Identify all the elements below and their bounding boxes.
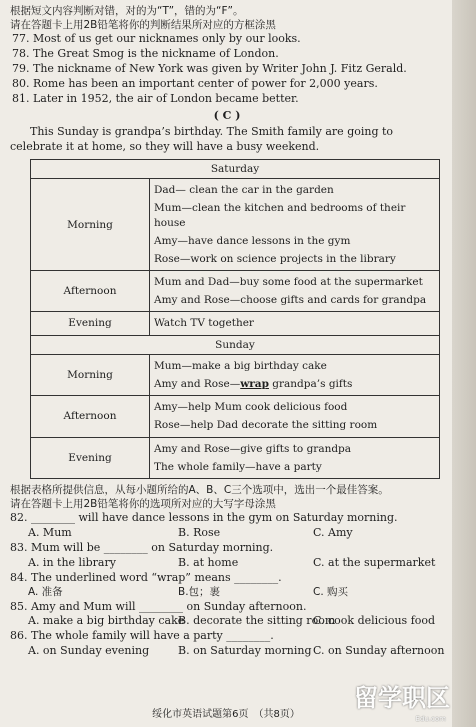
question-86 xyxy=(10,629,444,659)
question-stem: 86. The whole family will have a party ________. xyxy=(10,629,274,643)
question-options xyxy=(10,556,444,571)
option-c: C. cook delicious food xyxy=(313,614,436,628)
question-82 xyxy=(10,511,444,541)
activity: Dad— clean the car in the garden xyxy=(154,184,334,197)
page-footer: 绥化市英语试题第6页 （共8页） xyxy=(152,708,300,720)
adjacent-page-edge xyxy=(452,0,476,727)
option-c: C. at the supermarket xyxy=(313,555,436,569)
question-83 xyxy=(10,541,444,571)
question-84 xyxy=(10,571,444,600)
question-stem: 85. Amy and Mum will ________ on Sunday afternoon. xyxy=(10,599,307,613)
statement-78: 78. The Great Smog is the nickname of London. xyxy=(12,47,279,61)
statement-81: 81. Later in 1952, the air of London became better. xyxy=(12,91,299,105)
day-header-sunday: Sunday xyxy=(31,335,440,354)
instruction-line: 请在答题卡上用2B铅笔将你的选项所对应的大写字母涂黑 xyxy=(10,498,276,511)
option-a: A. Mum xyxy=(28,526,72,540)
acts-sat-afternoon xyxy=(150,271,440,312)
question-stem: 82. ________ will have dance lessons in the gym on Saturday morning. xyxy=(10,511,398,525)
activity: Mum and Dad—buy some food at the supermarket xyxy=(154,276,423,289)
period-sat-morning: Morning xyxy=(31,179,150,271)
question-options xyxy=(10,526,444,541)
watermark-logo: 留学职区 xyxy=(354,684,450,712)
instruction-line: 根据表格所提供信息，从每小题所给的A、B、C三个选项中，选出一个最佳答案。 xyxy=(10,483,389,496)
underlined-word-wrap: wrap xyxy=(240,377,269,390)
activity: Rose—work on science projects in the library xyxy=(154,252,396,265)
activity: The whole family—have a party xyxy=(154,460,322,473)
question-stem: 83. Mum will be ________ on Saturday morning. xyxy=(10,540,274,554)
schedule-table xyxy=(30,159,440,479)
activity-prefix: Amy and Rose— xyxy=(154,377,241,390)
statement-77: 77. Most of us get our nicknames only by our looks. xyxy=(12,32,301,46)
period-sun-morning: Morning xyxy=(31,354,150,395)
activity-suffix: grandpa’s gifts xyxy=(268,377,353,390)
acts-sun-afternoon xyxy=(150,396,440,437)
question-stem: 84. The underlined word “wrap” means ________. xyxy=(10,570,282,584)
acts-sun-morning xyxy=(150,354,440,395)
statement-80: 80. Rome has been an important center of power for 2,000 years. xyxy=(12,76,378,90)
activity: Watch TV together xyxy=(154,317,254,330)
period-sun-afternoon: Afternoon xyxy=(31,396,150,437)
option-b: B. Rose xyxy=(178,526,221,540)
activity: Rose—help Dad decorate the sitting room xyxy=(154,419,378,432)
option-a: A. in the library xyxy=(28,555,116,569)
option-c: C. 购买 xyxy=(313,586,349,599)
period-sun-evening: Evening xyxy=(31,437,150,478)
option-c: C. Amy xyxy=(313,526,353,540)
option-b: B. decorate the sitting room xyxy=(178,614,336,628)
activity: Amy and Rose—give gifts to grandpa xyxy=(154,442,352,455)
activity: Amy—have dance lessons in the gym xyxy=(154,234,351,247)
activity: Amy and Rose—choose gifts and cards for grandpa xyxy=(154,294,427,307)
section-heading: ( C ) xyxy=(213,108,241,122)
question-options xyxy=(10,644,444,659)
activity: Mum—make a big birthday cake xyxy=(154,359,327,372)
acts-sun-evening xyxy=(150,437,440,478)
question-options xyxy=(10,614,444,629)
option-b: B.包；裹 xyxy=(178,586,221,599)
period-sat-afternoon: Afternoon xyxy=(31,271,150,312)
acts-sat-morning xyxy=(150,179,440,271)
question-options xyxy=(10,585,444,599)
activity: Amy—help Mum cook delicious food xyxy=(154,401,348,414)
day-header-saturday: Saturday xyxy=(31,160,440,179)
watermark-sub: Edu.com xyxy=(415,715,446,723)
option-a: A. on Sunday evening xyxy=(28,644,150,658)
activity: Mum—clean the kitchen and bedrooms of their house xyxy=(154,202,406,229)
option-b: B. at home xyxy=(178,555,239,569)
period-sat-evening: Evening xyxy=(31,312,150,335)
acts-sat-evening xyxy=(150,312,440,335)
option-b: B. on Saturday morning xyxy=(178,644,312,658)
instruction-line: 请在答题卡上用2B铅笔将你的判断结果所对应的方框涂黑 xyxy=(10,19,276,32)
question-85 xyxy=(10,600,444,630)
statement-79: 79. The nickname of New York was given by Writer John J. Fitz Gerald. xyxy=(12,62,407,76)
option-c: C. on Sunday afternoon xyxy=(313,644,445,658)
activity xyxy=(154,375,435,393)
passage-intro: This Sunday is grandpa’s birthday. The Smith family are going to celebrate it at home, so they will have a busy weekend. xyxy=(10,125,394,154)
option-a: A. 准备 xyxy=(28,586,63,599)
instruction-line: 根据短文内容判断对错，对的为“T”，错的为“F”。 xyxy=(10,5,244,17)
option-a: A. make a big birthday cake xyxy=(28,614,185,628)
